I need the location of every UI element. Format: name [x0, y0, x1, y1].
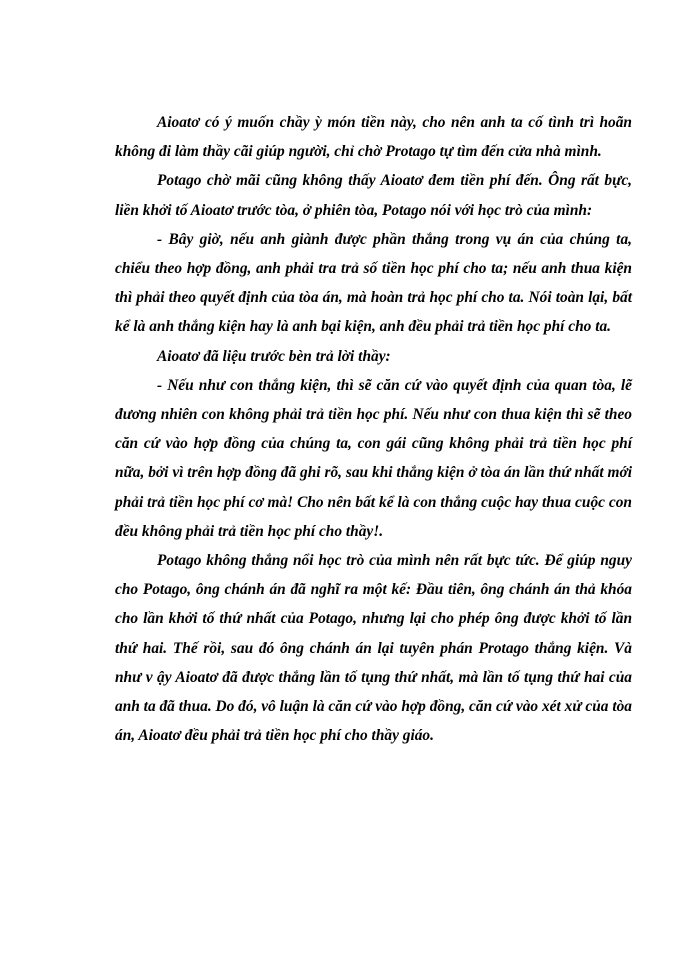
paragraph: Aioatơ đã liệu trước bèn trả lời thầy: — [157, 347, 391, 365]
paragraph: - Bây giờ, nếu anh giành được phần thắng trong vụ án của chúng ta, chiểu theo hợp đồng, anh phải tra trả số tiền học phí cho ta; nếu anh thua kiện thì phải theo quyết định của tòa án, mà hoàn trả học phí cho ta. Nói toàn lại, bất kể là anh thắng kiện hay là anh bại kiện, anh đều phải trả tiền học phí cho ta. — [115, 230, 632, 336]
paragraph: Potago không thắng nổi học trò của mình nên rất bực tức. Để giúp nguy cho Potago, ông chánh án đã nghĩ ra một kế: Đầu tiên, ông chánh án thả khóa cho lần khởi tố thứ nhất của Potago, nhưng lại cho phép ông được khởi tố lần thứ hai. Thế rồi, sau đó ông chánh án lại tuyên phán Protago thắng kiện. Và như v ậy Aioatơ đã được thắng lần tố tụng thứ nhất, mà lần tố tụng thứ hai của anh ta đã thua. Do đó, vô luận là căn cứ vào hợp đồng, căn cứ vào xét xử của tòa án, Aioatơ đều phải trả tiền học phí cho thầy giáo. — [115, 552, 632, 745]
paragraph: Potago chờ mãi cũng không thấy Aioatơ đem tiền phí đến. Ông rất bực, liền khởi tố Aioatơ trước tòa, ở phiên tòa, Potago nói với học trò của mình: — [115, 172, 632, 219]
paragraph: - Nếu như con thắng kiện, thì sẽ căn cứ vào quyết định của quan tòa, lẽ đương nhiên con không phải trả tiền học phí. Nếu như con thua kiện thì sẽ theo căn cứ vào hợp đồng của chúng ta, con gái cũng không phải trả tiền học phí nữa, bởi vì trên hợp đồng đã ghi rõ, sau khi thắng kiện ở tòa án lần thứ nhất mới phải trả tiền học phí cơ mà! Cho nên bất kể là con thắng cuộc hay thua cuộc con đều không phải trả tiền học phí cho thầy!. — [115, 376, 632, 540]
paragraph: Aioatơ có ý muốn chầy ỳ món tiền này, cho nên anh ta cố tình trì hoãn không đi làm thầy cãi giúp người, chỉ chờ Protago tự tìm đến cửa nhà mình. — [115, 114, 632, 161]
body-text — [115, 108, 632, 750]
